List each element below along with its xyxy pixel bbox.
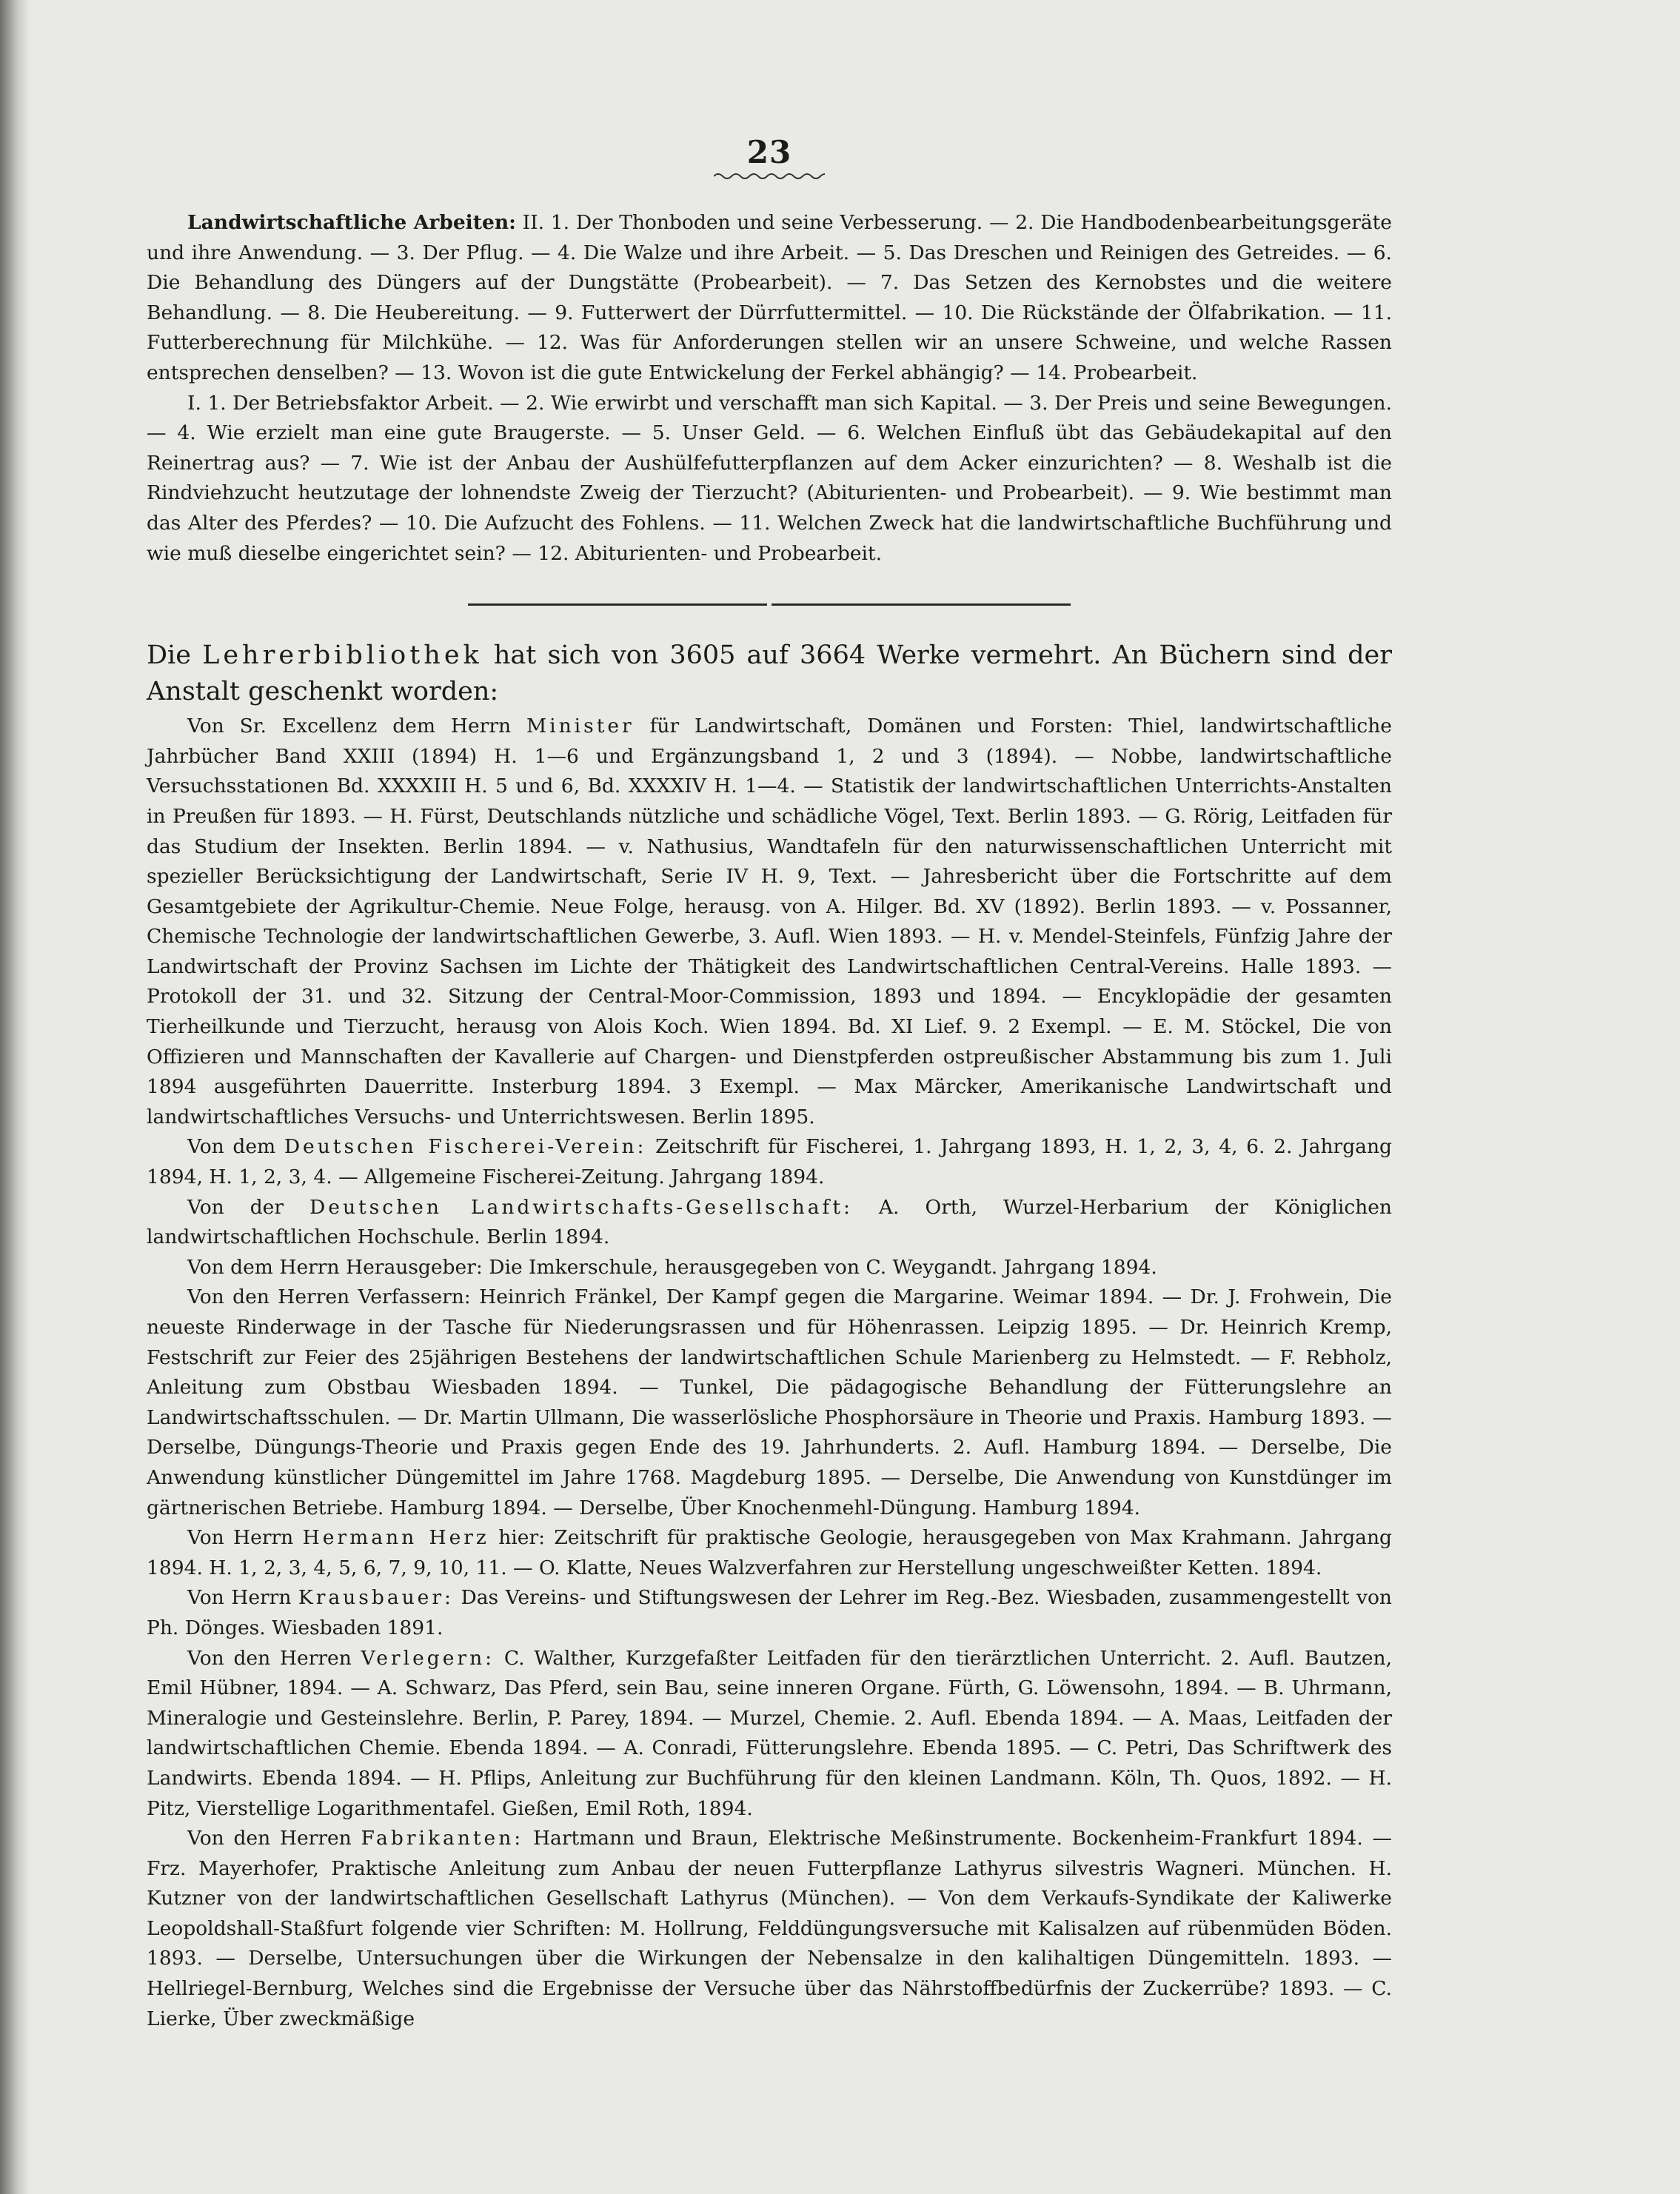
donation-entry [147,1824,1392,2034]
donation-entry [147,1523,1392,1583]
donor-name: Deutschen Fischerei-Verein: [284,1135,647,1159]
library-intro-1: Die [147,641,191,671]
library-announcement [147,638,1392,710]
donation-entry [147,1193,1392,1253]
section-heading: Landwirtschaftliche Arbeiten: [187,211,516,234]
donor-name: Verlegern: [361,1646,495,1670]
donor-lead: Von dem [187,1135,276,1159]
donor-lead: Von den Herren [187,1646,352,1670]
donation-text: C. Walther, Kurzgefaßter Leitfaden für den tierärztlichen Unterricht. 2. Aufl. Bautzen, Emil Hübner, 1894. — A. Schwarz, Das Pferd, sein Bau, seine inneren Organe. Fürth, G. Löwensohn, 1894. — B. Uhrmann, Mineralogie und Gesteinslehre. Berlin, P. Parey, 1894. — Murzel, Chemie. 2. Aufl. Ebenda 1894. — A. Maas, Leitfaden der landwirtschaftlichen Chemie. Ebenda 1894. — A. Conradi, Fütterungslehre. Ebenda 1895. — C. Petri, Das Schriftwerk des Landwirts. Ebenda 1894. — H. Pflips, Anleitung zur Buchführung für den kleinen Landmann. Köln, Th. Quos, 1892. — H. Pitz, Vierstellige Logarithmentafel. Gießen, Emil Roth, 1894. [147,1646,1392,1820]
exam-topics-section [147,208,1392,569]
donor-name: Deutschen Landwirtschafts-Gesellschaft: [309,1195,853,1219]
donor-lead: Von der [187,1195,284,1219]
page-content [147,134,1392,2034]
library-intro-2: hat sich von 3605 auf 3664 Werke vermehrt. An Büchern sind der Anstalt geschenkt worden: [147,641,1392,707]
wave-ornament [714,171,825,181]
donation-entry [147,1644,1392,1825]
binding-shadow [0,0,30,2194]
donor-name: Fabrikanten: [361,1827,524,1850]
topics-class-1: I. 1. Der Betriebsfaktor Arbeit. — 2. Wie erwirbt und verschafft man sich Kapital. — 3. Der Preis und seine Bewegungen. — 4. Wie erzielt man eine gute Braugerste. — 5. Unser Geld. — 6. Welchen Einfluß übt das Gebäudekapital auf den Reinertrag aus? — 7. Wie ist der Anbau der Aushülfefutterpflanzen auf dem Acker einzurichten? — 8. Weshalb ist die Rindviehzucht heutzutage der lohnendste Zweig der Tierzucht? (Abiturienten- und Probearbeit). — 9. Wie bestimmt man das Alter des Pferdes? — 10. Die Aufzucht des Fohlens. — 11. Welchen Zweck hat die landwirtschaftliche Buchführung und wie muß dieselbe eingerichtet sein? — 12. Abiturienten- und Probearbeit. [147,391,1392,565]
donation-text: Das Vereins- und Stiftungswesen der Lehrer im Reg.-Bez. Wiesbaden, zusammengestellt von Ph. Dönges. Wiesbaden 1891. [147,1586,1392,1639]
donation-text: für Landwirtschaft, Domänen und Forsten: Thiel, landwirtschaftliche Jahrbücher Band XXIII (1894) H. 1—6 und Ergänzungsband 1, 2 und 3 (1894). — Nobbe, landwirtschaftliche Versuchsstationen Bd. XXXXIII H. 5 und 6, Bd. XXXXIV H. 1—4. — Statistik der landwirtschaftlichen Unterrichts-Anstalten in Preußen für 1893. — H. Fürst, Deutschlands nützliche und schädliche Vögel, Text. Berlin 1893. — G. Rörig, Leitfaden für das Studium der Insekten. Berlin 1894. — v. Nathusius, Wandtafeln für den naturwissenschaftlichen Unterricht mit spezieller Berücksichtigung der Landwirtschaft, Serie IV H. 9, Text. — Jahresbericht über die Fortschritte auf dem Gesamtgebiete der Agrikultur-Chemie. Neue Folge, herausg. von A. Hilger. Bd. XV (1892). Berlin 1893. — v. Possanner, Chemische Technologie der landwirtschaftlichen Gewerbe, 3. Aufl. Wien 1893. — H. v. Mendel-Steinfels, Fünfzig Jahre der Landwirtschaft der Provinz Sachsen im Lichte der Thätigkeit des Landwirtschaftlichen Central-Vereins. Halle 1893. — Protokoll der 31. und 32. Sitzung der Central-Moor-Commission, 1893 und 1894. — Encyklopädie der gesamten Tierheilkunde und Tierzucht, herausg von Alois Koch. Wien 1894. Bd. XI Lief. 9. 2 Exempl. — E. M. Stöckel, Die von Offizieren und Mannschaften der Kavallerie auf Chargen- und Dienstpferden ostpreußischer Abstammung bis zum 1. Juli 1894 ausgeführten Dauerritte. Insterburg 1894. 3 Exempl. — Max Märcker, Amerikanische Landwirtschaft und landwirtschaftliches Versuchs- und Unterrichtswesen. Berlin 1895. [147,715,1392,1128]
section-divider [147,597,1392,611]
page-number: 23 [746,134,792,170]
donation-text: hier: Zeitschrift für praktische Geologie, herausgegeben von Max Krahmann. Jahrgang 1894. H. 1, 2, 3, 4, 5, 6, 7, 9, 10, 11. — O. Klatte, Neues Walzverfahren zur Herstellung ungeschweißter Ketten. 1894. [147,1526,1392,1579]
donation-text: A. Orth, Wurzel-Herbarium der Königlichen landwirtschaftlichen Hochschule. Berlin 1894. [147,1195,1392,1249]
donation-list [147,712,1392,2034]
donation-entry [147,712,1392,1132]
donation-entry [147,1583,1392,1643]
donor-name: Minister [526,715,635,738]
library-name: Lehrerbibliothek [202,641,483,671]
donor-lead: Von Herrn [187,1526,294,1550]
donor-lead: Von den Herren [187,1827,352,1850]
donation-text: Verfassern: Heinrich Fränkel, Der Kampf gegen die Margarine. Weimar 1894. — Dr. J. Frohwein, Die neueste Rinderwage in der Tasche für Niederungsrassen und für Höhenrassen. Leipzig 1895. — Dr. Heinrich Kremp, Festschrift zur Feier des 25jährigen Bestehens der landwirtschaftlichen Schule Marienberg zu Helmstedt. — F. Rebholz, Anleitung zum Obstbau Wiesbaden 1894. — Tunkel, Die pädagogische Behandlung der Fütterungslehre an Landwirtschaftsschulen. — Dr. Martin Ullmann, Die wasserlösliche Phosphorsäure in Theorie und Praxis. Hamburg 1893. — Derselbe, Düngungs-Theorie und Praxis gegen Ende des 19. Jahrhunderts. 2. Aufl. Hamburg 1894. — Derselbe, Die Anwendung künstlicher Düngemittel im Jahre 1768. Magdeburg 1895. — Derselbe, Die Anwendung von Kunstdünger im gärtnerischen Betriebe. Hamburg 1894. — Derselbe, Über Knochenmehl-Düngung. Hamburg 1894. [147,1285,1392,1519]
donor-lead: Von Sr. Excellenz dem Herrn [187,715,512,738]
donation-text: Hartmann und Braun, Elektrische Meßinstrumente. Bockenheim-Frankfurt 1894. — Frz. Mayerhofer, Praktische Anleitung zum Anbau der neuen Futterpflanze Lathyrus silvestris Wagneri. München. H. Kutzner von der landwirtschaftlichen Gesellschaft Lathyrus (München). — Von dem Verkaufs-Syndikate der Kaliwerke Leopoldshall-Staßfurt folgende vier Schriften: M. Hollrung, Felddüngungsversuche mit Kalisalzen auf rübenmüden Böden. 1893. — Derselbe, Untersuchungen über die Wirkungen der Nebensalze in den kalihaltigen Düngemitteln. 1893. — Hellriegel-Bernburg, Welches sind die Ergebnisse der Versuche über das Nährstoffbedürfnis der Zuckerrübe? 1893. — C. Lierke, Über zweckmäßige [147,1827,1392,2030]
exam-topics-paragraph-2 [147,208,1392,389]
donation-text: Herausgeber: Die Imkerschule, herausgegeben von C. Weygandt. Jahrgang 1894. [345,1255,1157,1279]
donor-name: Krausbauer: [298,1586,454,1610]
donor-name: Hermann Herz [302,1526,489,1550]
topics-class-2: II. 1. Der Thonboden und seine Verbesserung. — 2. Die Handbodenbearbeitungsgeräte und ihre Anwendung. — 3. Der Pflug. — 4. Die Walze und ihre Arbeit. — 5. Das Dreschen und Reinigen des Getreides. — 6. Die Behandlung des Düngers auf der Dungstätte (Probearbeit). — 7. Das Setzen des Kernobstes und die weitere Behandlung. — 8. Die Heubereitung. — 9. Futterwert der Dürrfuttermittel. — 10. Die Rückstände der Ölfabrikation. — 11. Futterberechnung für Milchkühe. — 12. Was für Anforderungen stellen wir an unsere Schweine, und welche Rassen entsprechen denselben? — 13. Wovon ist die gute Entwickelung der Ferkel abhängig? — 14. Probearbeit. [147,211,1392,384]
donation-entry [147,1282,1392,1523]
donor-lead: Von Herrn [187,1586,292,1610]
donation-text: Zeitschrift für Fischerei, 1. Jahrgang 1893, H. 1, 2, 3, 4, 6. 2. Jahrgang 1894, H. 1, 2, 3, 4. — Allgemeine Fischerei-Zeitung. Jahrgang 1894. [147,1135,1392,1189]
donation-entry [147,1132,1392,1192]
donor-lead: Von den Herren [187,1285,350,1309]
donor-lead: Von dem Herrn [187,1255,340,1279]
donation-entry [147,1253,1392,1283]
